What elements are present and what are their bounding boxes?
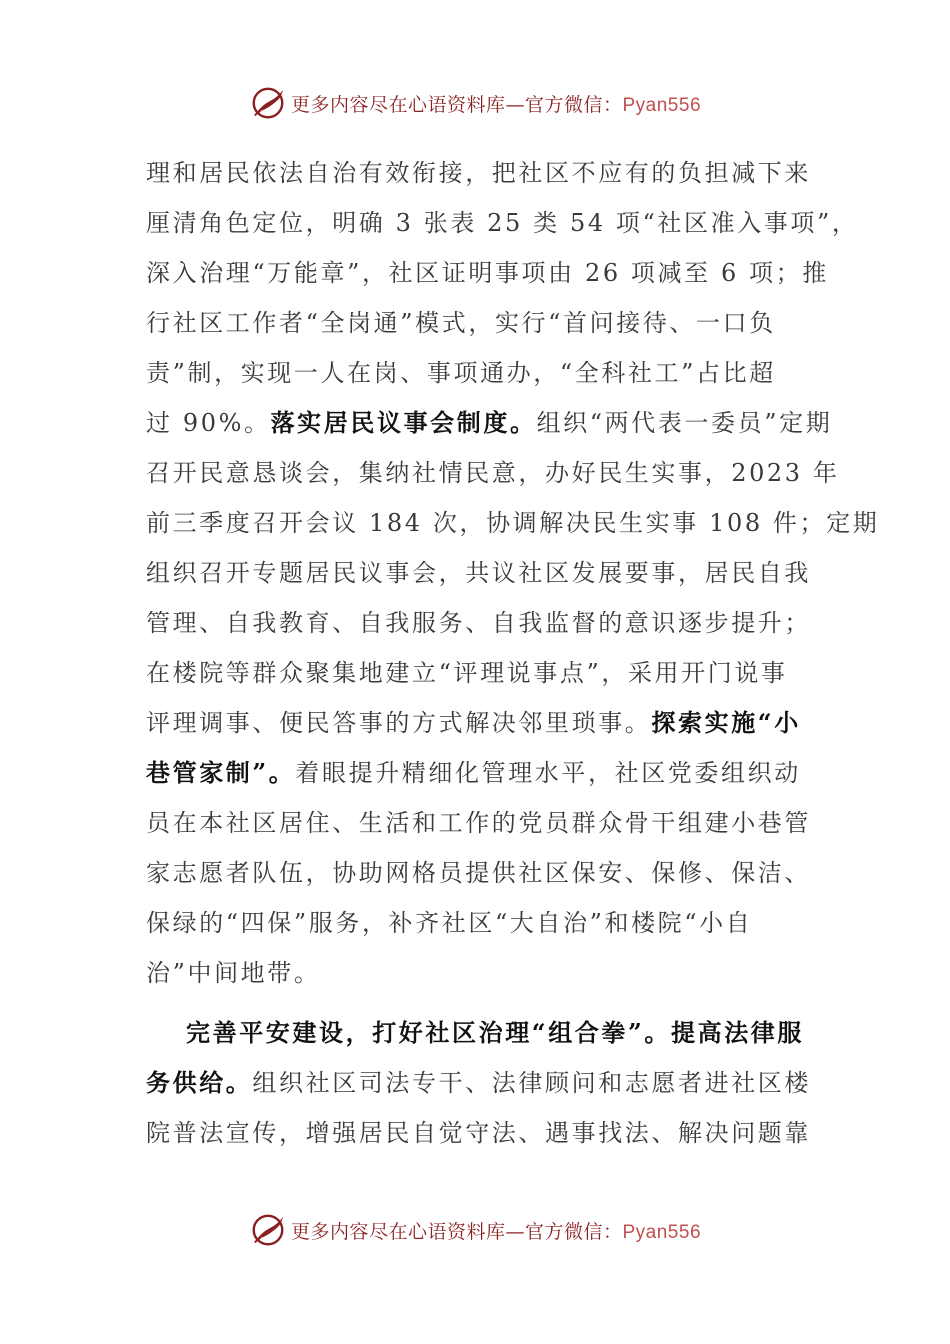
body-text-segment: 治”中间地带。 <box>146 959 321 987</box>
bold-heading-text: 务供给。 <box>146 1068 253 1097</box>
body-text-segment: 召开民意恳谈会，集纳社情民意，办好民生实事，2023 年 <box>146 459 840 487</box>
banner-wechat-label: 官方微信： <box>524 1220 623 1243</box>
body-text-segment: 责”制，实现一人在岗、事项通办，“全科社工”占比超 <box>146 359 776 387</box>
text-line <box>146 798 811 848</box>
body-text-segment: 员在本社区居住、生活和工作的党员群众骨干组建小巷管 <box>146 809 811 837</box>
text-line <box>146 198 859 248</box>
text-line <box>146 1058 812 1108</box>
text-line <box>146 598 811 648</box>
bold-heading-text: 探索实施“小 <box>651 708 801 737</box>
body-text-segment: 着眼提升精细化管理水平，社区党委组织动 <box>295 759 801 787</box>
body-text-segment: 院普法宣传，增强居民自觉守法、遇事找法、解决问题靠 <box>146 1119 811 1147</box>
pen-logo-icon <box>249 1211 287 1249</box>
body-text-segment: 深入治理“万能章”，社区证明事项由 26 项减至 6 项；推 <box>146 259 829 287</box>
text-line <box>146 1108 811 1158</box>
body-text-segment: 过 90%。 <box>146 409 271 437</box>
banner-account: Pyan556 <box>622 1221 702 1243</box>
text-line <box>146 898 806 948</box>
body-text-segment: 组织“两代表一委员”定期 <box>536 409 833 437</box>
body-text-segment: 理和居民依法自治有效衔接，把社区不应有的负担减下来 <box>146 159 811 187</box>
text-line <box>146 548 811 598</box>
text-line <box>146 348 806 398</box>
bold-heading-text: 巷管家制”。 <box>146 758 296 787</box>
text-line <box>146 448 840 498</box>
body-text-segment: 组织召开专题居民议事会，共议社区发展要事，居民自我 <box>146 559 811 587</box>
banner-wechat-label: 官方微信： <box>524 93 623 116</box>
body-text-segment: 前三季度召开会议 184 次，协调解决民生实事 108 件；定期 <box>146 509 880 537</box>
banner-text <box>291 1217 701 1244</box>
text-line <box>146 398 833 448</box>
text-line <box>146 648 806 698</box>
text-line <box>146 848 811 898</box>
text-line <box>146 948 806 998</box>
footer-banner <box>0 1210 950 1250</box>
text-line <box>146 248 829 298</box>
body-text-segment: 在楼院等群众聚集地建立“评理说事点”，采用开门说事 <box>146 659 788 687</box>
banner-separator: — <box>505 1220 525 1243</box>
header-banner <box>0 83 950 123</box>
text-line <box>146 148 811 198</box>
text-line <box>146 498 880 548</box>
body-text-segment: 评理调事、便民答事的方式解决邻里琐事。 <box>146 709 652 737</box>
body-text-segment: 厘清角色定位，明确 3 张表 25 类 54 项“社区准入事项”， <box>146 209 859 237</box>
text-line <box>146 698 806 748</box>
banner-site: 更多内容尽在心语资料库 <box>290 93 506 116</box>
banner-separator: — <box>505 93 525 116</box>
document-body <box>146 148 880 1158</box>
bold-heading-text: 落实居民议事会制度。 <box>270 408 537 437</box>
text-line <box>146 748 806 798</box>
text-line <box>146 1008 806 1058</box>
banner-site: 更多内容尽在心语资料库 <box>290 1220 506 1243</box>
body-text-segment: 组织社区司法专干、法律顾问和志愿者进社区楼 <box>252 1069 812 1097</box>
body-text-segment: 管理、自我教育、自我服务、自我监督的意识逐步提升； <box>146 609 811 637</box>
text-line <box>146 298 806 348</box>
body-text-segment: 行社区工作者“全岗通”模式，实行“首问接待、一口负 <box>146 309 776 337</box>
banner-text <box>291 90 701 117</box>
pen-logo-icon <box>249 84 287 122</box>
bold-heading-text: 完善平安建设，打好社区治理“组合拳”。提高法律服 <box>186 1018 805 1047</box>
paragraph-gap <box>146 998 806 1008</box>
body-text-segment: 家志愿者队伍，协助网格员提供社区保安、保修、保洁、 <box>146 859 811 887</box>
body-text-segment: 保绿的“四保”服务，补齐社区“大自治”和楼院“小自 <box>146 909 753 937</box>
banner-account: Pyan556 <box>622 94 702 116</box>
